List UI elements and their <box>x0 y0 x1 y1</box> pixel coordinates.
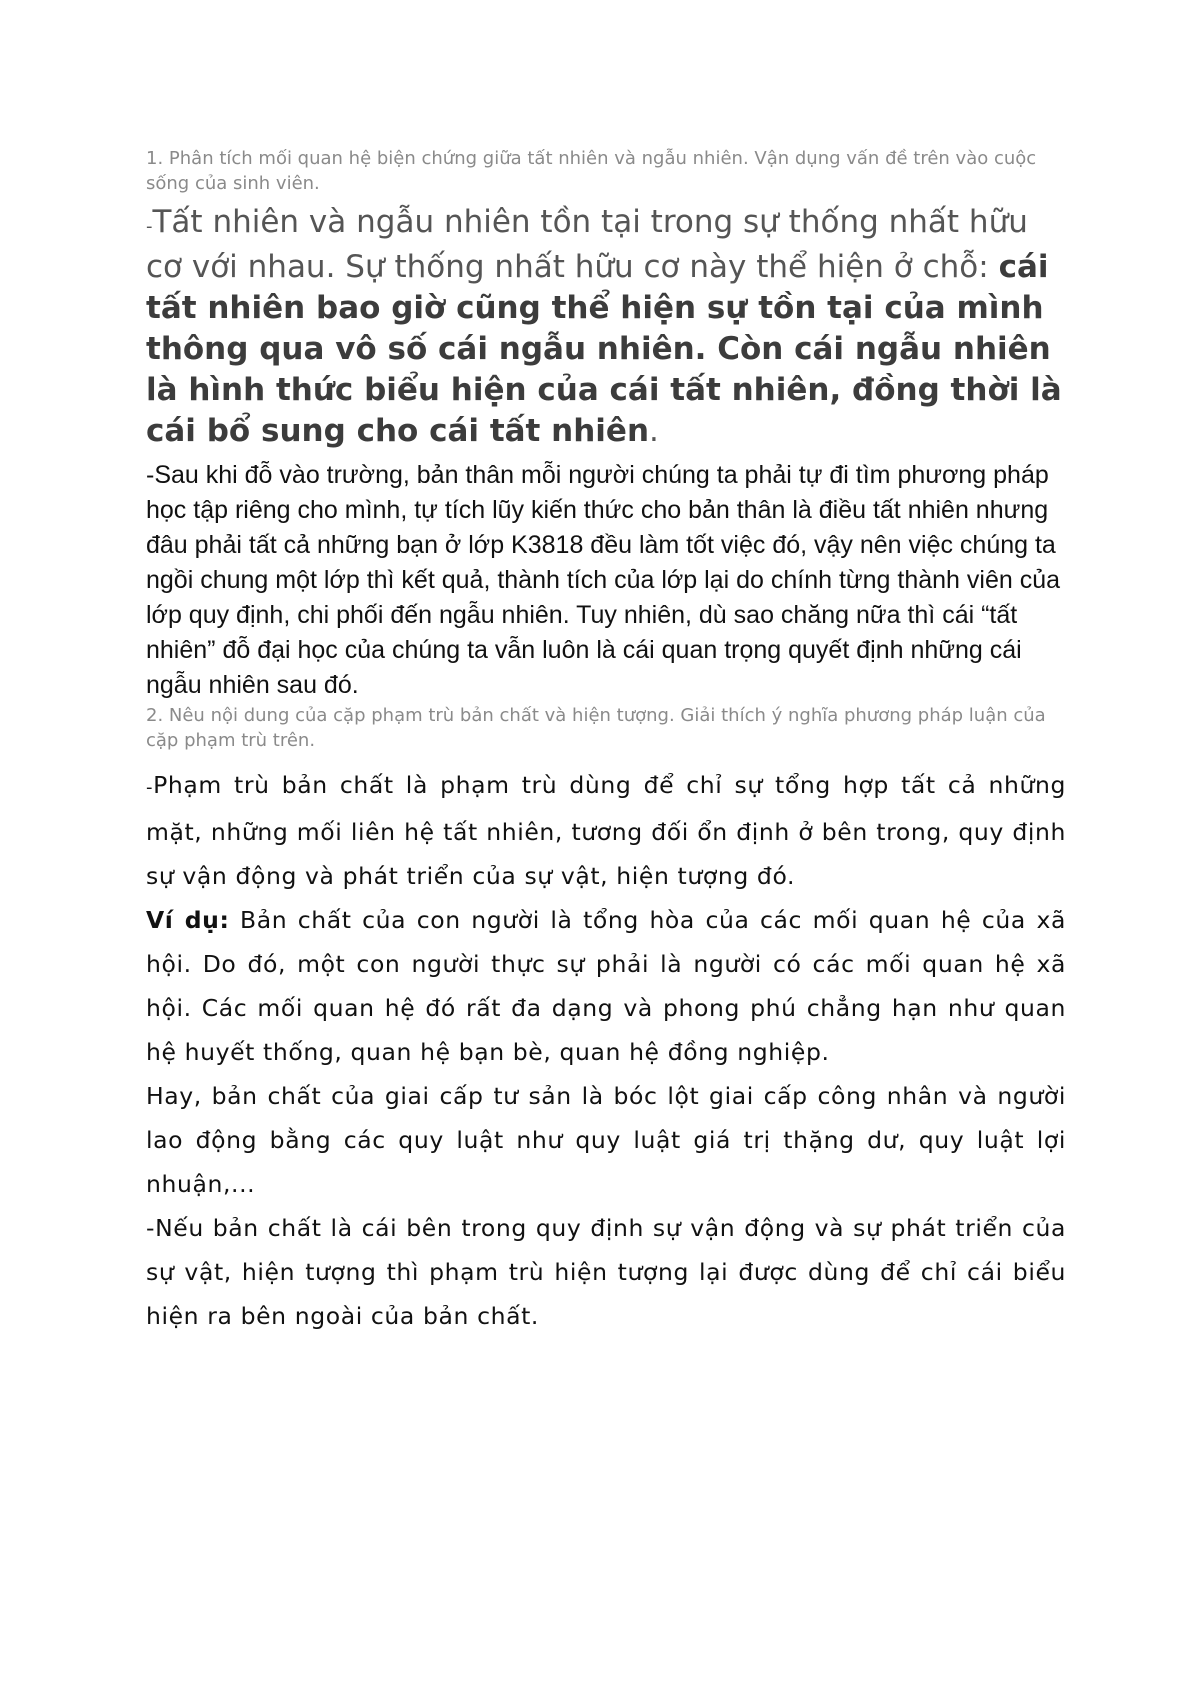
question-1-text: 1. Phân tích mối quan hệ biện chứng giữa tất nhiên và ngẫu nhiên. Vận dụng vấn đề trên vào cuộc sống của sinh viên. <box>146 148 1037 194</box>
example-label: Ví dụ: <box>146 906 230 934</box>
paragraph-phenomenon <box>146 1206 1066 1338</box>
paragraph-relationship-text: Tất nhiên và ngẫu nhiên tồn tại trong sự thống nhất hữu cơ với nhau. Sự thống nhất hữu cơ này thể hiện ở chỗ: <box>146 204 1028 285</box>
question-2 <box>146 703 1066 753</box>
paragraph-student-application-text: -Sau khi đỗ vào trường, bản thân mỗi người chúng ta phải tự đi tìm phương pháp học tập riêng cho mình, tự tích lũy kiến thức cho bản thân là điều tất nhiên nhưng đâu phải tất cả những bạn ở lớp K3818 đều làm tốt việc đó, vậy nên việc chúng ta ngồi chung một lớp thì kết quả, thành tích của lớp lại do chính từng thành viên của lớp quy định, chi phối đến ngẫu nhiên. Tuy nhiên, dù sao chăng nữa thì cái “tất nhiên” đỗ đại học của chúng ta vẫn luôn là cái quan trọng quyết định những cái ngẫu nhiên sau đó. <box>146 461 1061 699</box>
paragraph-bourgeoisie <box>146 1074 1066 1206</box>
paragraph-phenomenon-text: -Nếu bản chất là cái bên trong quy định sự vận động và sự phát triển của sự vật, hiện tượng thì phạm trù hiện tượng lại được dùng để chỉ cái biểu hiện ra bên ngoài của bản chất. <box>146 1214 1066 1330</box>
paragraph-example-text: Bản chất của con người là tổng hòa của các mối quan hệ của xã hội. Do đó, một con người thực sự phải là người có các mối quan hệ xã hội. Các mối quan hệ đó rất đa dạng và phong phú chẳng hạn như quan hệ huyết thống, quan hệ bạn bè, quan hệ đồng nghiệp. <box>146 906 1066 1066</box>
paragraph-bourgeoisie-text: Hay, bản chất của giai cấp tư sản là bóc lột giai cấp công nhân và người lao động bằng các quy luật như quy luật giá trị thặng dư, quy luật lợi nhuận,... <box>146 1082 1066 1198</box>
document-content <box>146 146 1066 1338</box>
question-2-text: 2. Nêu nội dung của cặp phạm trù bản chất và hiện tượng. Giải thích ý nghĩa phương pháp luận của cặp phạm trù trên. <box>146 705 1046 751</box>
paragraph-relationship-bold: cái tất nhiên bao giờ cũng thể hiện sự tồn tại của mình thông qua vô số cái ngẫu nhiên. Còn cái ngẫu nhiên là hình thức biểu hiện của cái tất nhiên, đồng thời là cái bổ sung cho cái tất nhiên <box>146 249 1062 449</box>
dash-marker: - <box>146 216 153 237</box>
paragraph-relationship-end: . <box>649 413 659 449</box>
paragraph-essence-definition-text: Phạm trù bản chất là phạm trù dùng để chỉ sự tổng hợp tất cả những mặt, những mối liên hệ tất nhiên, tương đối ổn định ở bên trong, quy định sự vận động và phát triển của sự vật, hiện tượng đó. <box>146 771 1066 890</box>
paragraph-essence-definition <box>146 763 1066 898</box>
paragraph-relationship <box>146 202 1066 452</box>
paragraph-student-application <box>146 458 1066 703</box>
paragraph-example <box>146 898 1066 1074</box>
question-1 <box>146 146 1066 196</box>
dash-marker: - <box>146 777 154 798</box>
